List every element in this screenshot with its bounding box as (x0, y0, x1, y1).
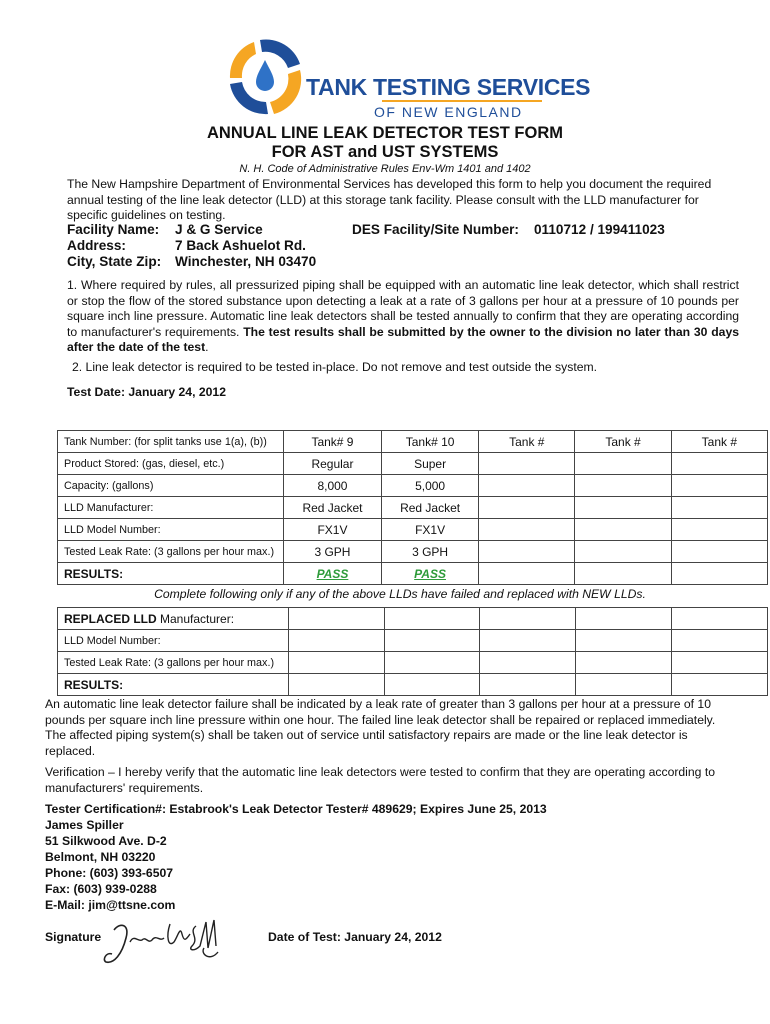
form-title-2: FOR AST and UST SYSTEMS (271, 143, 499, 161)
table-row (58, 519, 768, 541)
cell (288, 652, 384, 674)
results-label: RESULTS: (58, 674, 289, 696)
cell (671, 497, 767, 519)
cell (671, 519, 767, 541)
test-date: Test Date: January 24, 2012 (67, 385, 226, 399)
logo-emblem-icon (222, 34, 312, 120)
cell (575, 453, 671, 475)
results-row (58, 563, 768, 585)
cell (671, 563, 767, 585)
signature-scribble-icon (100, 912, 240, 972)
logo-divider (382, 100, 542, 102)
cell (479, 475, 575, 497)
rule-1-bold: The test results shall be submitted by the owner to the division no later than 30 days after the date of the test (67, 324, 739, 354)
tester-fax: Fax: (603) 939-0288 (45, 882, 157, 896)
des-label: DES Facility/Site Number: (352, 222, 519, 237)
cell (384, 674, 480, 696)
replacement-table (57, 607, 768, 696)
failure-paragraph: An automatic line leak detector failure shall be indicated by a leak rate of greater than 3 gallons per hour at a pressure of 10 pounds per square inch line pressure within one hour. The failed line leak detector shall be repaired or replaced immediately. The affected piping system(s) shall be taken out of service until satisfactory repairs are made or the line leak detector is replaced. (45, 697, 716, 758)
cell: Tank# 10 (381, 431, 478, 453)
cell (575, 519, 671, 541)
signature-image (100, 912, 240, 972)
cell (672, 608, 768, 630)
results-label: RESULTS: (58, 563, 284, 585)
table-row (58, 608, 768, 630)
cell (479, 453, 575, 475)
company-logo (222, 34, 591, 120)
replaced-label-bold: REPLACED LLD (64, 611, 157, 626)
cell (288, 608, 384, 630)
tester-email: E-Mail: jim@ttsne.com (45, 898, 176, 912)
row-label: Tested Leak Rate: (3 gallons per hour max.) (58, 541, 284, 563)
table-row (58, 475, 768, 497)
results-row (58, 674, 768, 696)
result-badge: PASS (316, 566, 349, 581)
cell: Tank # (575, 431, 671, 453)
city-label: City, State Zip: (67, 254, 162, 269)
cell (671, 541, 767, 563)
cell (576, 652, 672, 674)
cell (479, 541, 575, 563)
cell (575, 497, 671, 519)
cell: 3 GPH (283, 541, 381, 563)
cell (479, 563, 575, 585)
cell: Red Jacket (283, 497, 381, 519)
row-label: Tank Number: (for split tanks use 1(a), (b)) (58, 431, 284, 453)
cell (576, 674, 672, 696)
logo-line-2: OF NEW ENGLAND (374, 104, 523, 120)
address-value: 7 Back Ashuelot Rd. (175, 238, 306, 253)
date-of-test: Date of Test: January 24, 2012 (268, 930, 442, 944)
cell: 3 GPH (381, 541, 478, 563)
address-label: Address: (67, 238, 126, 253)
tester-phone: Phone: (603) 393-6507 (45, 866, 174, 880)
cell (671, 475, 767, 497)
cell (479, 497, 575, 519)
rule-2: 2. Line leak detector is required to be tested in-place. Do not remove and test outside the system. (72, 360, 598, 374)
form-title-1: ANNUAL LINE LEAK DETECTOR TEST FORM (207, 124, 563, 142)
cell (480, 652, 576, 674)
cell: 5,000 (381, 475, 478, 497)
verification-paragraph: Verification – I hereby verify that the automatic line leak detectors were tested to confirm that they are operating according to manufacturers' requirements. (45, 765, 715, 795)
row-label: LLD Model Number: (58, 519, 284, 541)
table-row (58, 497, 768, 519)
table-row (58, 630, 768, 652)
cell (384, 608, 480, 630)
table-row (58, 453, 768, 475)
table-row (58, 652, 768, 674)
facility-name-label: Facility Name: (67, 222, 160, 237)
lld-test-table (57, 430, 768, 585)
cell: Tank # (479, 431, 575, 453)
tester-block (45, 801, 745, 913)
cell (288, 630, 384, 652)
cell (480, 608, 576, 630)
tester-address-1: 51 Silkwood Ave. D-2 (45, 834, 167, 848)
cell (672, 630, 768, 652)
cell (384, 652, 480, 674)
cell (671, 453, 767, 475)
row-label: LLD Model Number: (58, 630, 289, 652)
cell (384, 630, 480, 652)
replaced-label (58, 608, 289, 630)
replace-note: Complete following only if any of the above LLDs have failed and replaced with NEW LLDs. (154, 587, 646, 601)
intro-paragraph: The New Hampshire Department of Environmental Services has developed this form to help you document the required annual testing of the line leak detector (LLD) at this storage tank facility. Please consult with the LLD manufacturer for specific guidelines on testing. (67, 177, 712, 222)
cell (480, 674, 576, 696)
table-row (58, 431, 768, 453)
result-badge: PASS (414, 566, 446, 581)
cell (288, 674, 384, 696)
signature-label: Signature (45, 930, 102, 944)
cell: Tank # (671, 431, 767, 453)
facility-name-value: J & G Service (175, 222, 263, 237)
des-value: 0110712 / 199411023 (534, 222, 665, 237)
replaced-label-rest: Manufacturer: (156, 611, 235, 626)
row-label: Product Stored: (gas, diesel, etc.) (58, 453, 284, 475)
row-label: LLD Manufacturer: (58, 497, 284, 519)
cell (672, 652, 768, 674)
cell (480, 630, 576, 652)
form-subtitle: N. H. Code of Administrative Rules Env-Wm 1401 and 1402 (239, 163, 531, 175)
table-row (58, 541, 768, 563)
cell (672, 674, 768, 696)
cell: FX1V (283, 519, 381, 541)
tester-name: James Spiller (45, 818, 124, 832)
cell (575, 475, 671, 497)
city-value: Winchester, NH 03470 (175, 254, 317, 269)
cell: 8,000 (283, 475, 381, 497)
tester-cert: Tester Certification#: Estabrook's Leak Detector Tester# 489629; Expires June 25, 2013 (45, 802, 547, 816)
cell: Tank# 9 (283, 431, 381, 453)
cell (576, 608, 672, 630)
cell: Red Jacket (381, 497, 478, 519)
row-label: Tested Leak Rate: (3 gallons per hour max.) (58, 652, 289, 674)
cell: FX1V (381, 519, 478, 541)
rule-1-text: 1. Where required by rules, all pressurized piping shall be equipped with an automatic line leak detector, which shall restrict or stop the flow of the stored substance upon detecting a leak at a rate of 3 gallons per hour at a pressure of 10 pounds per square inch line pressure. Automatic line leak detectors shall be tested annually to confirm that they are operating according to manufacturer's requirements. (67, 278, 739, 339)
row-label: Capacity: (gallons) (58, 475, 284, 497)
cell: Regular (283, 453, 381, 475)
cell (479, 519, 575, 541)
tester-address-2: Belmont, NH 03220 (45, 850, 156, 864)
cell (576, 630, 672, 652)
rule-1: 1. Where required by rules, all pressurized piping shall be equipped with an automatic line leak detector, which shall restrict or stop the flow of the stored substance upon detecting a leak at a rate of 3 gallons per hour at a pressure of 10 pounds per square inch line pressure. Automatic line leak detectors shall be tested annually to confirm that they are operating according to manufacturer's requirements. The test results shall be submitted by the owner to the division no later than 30 days after the date of the test. (67, 278, 739, 354)
cell (575, 563, 671, 585)
logo-line-1: TANK TESTING SERVICES (306, 74, 591, 100)
cell: Super (381, 453, 478, 475)
cell (575, 541, 671, 563)
